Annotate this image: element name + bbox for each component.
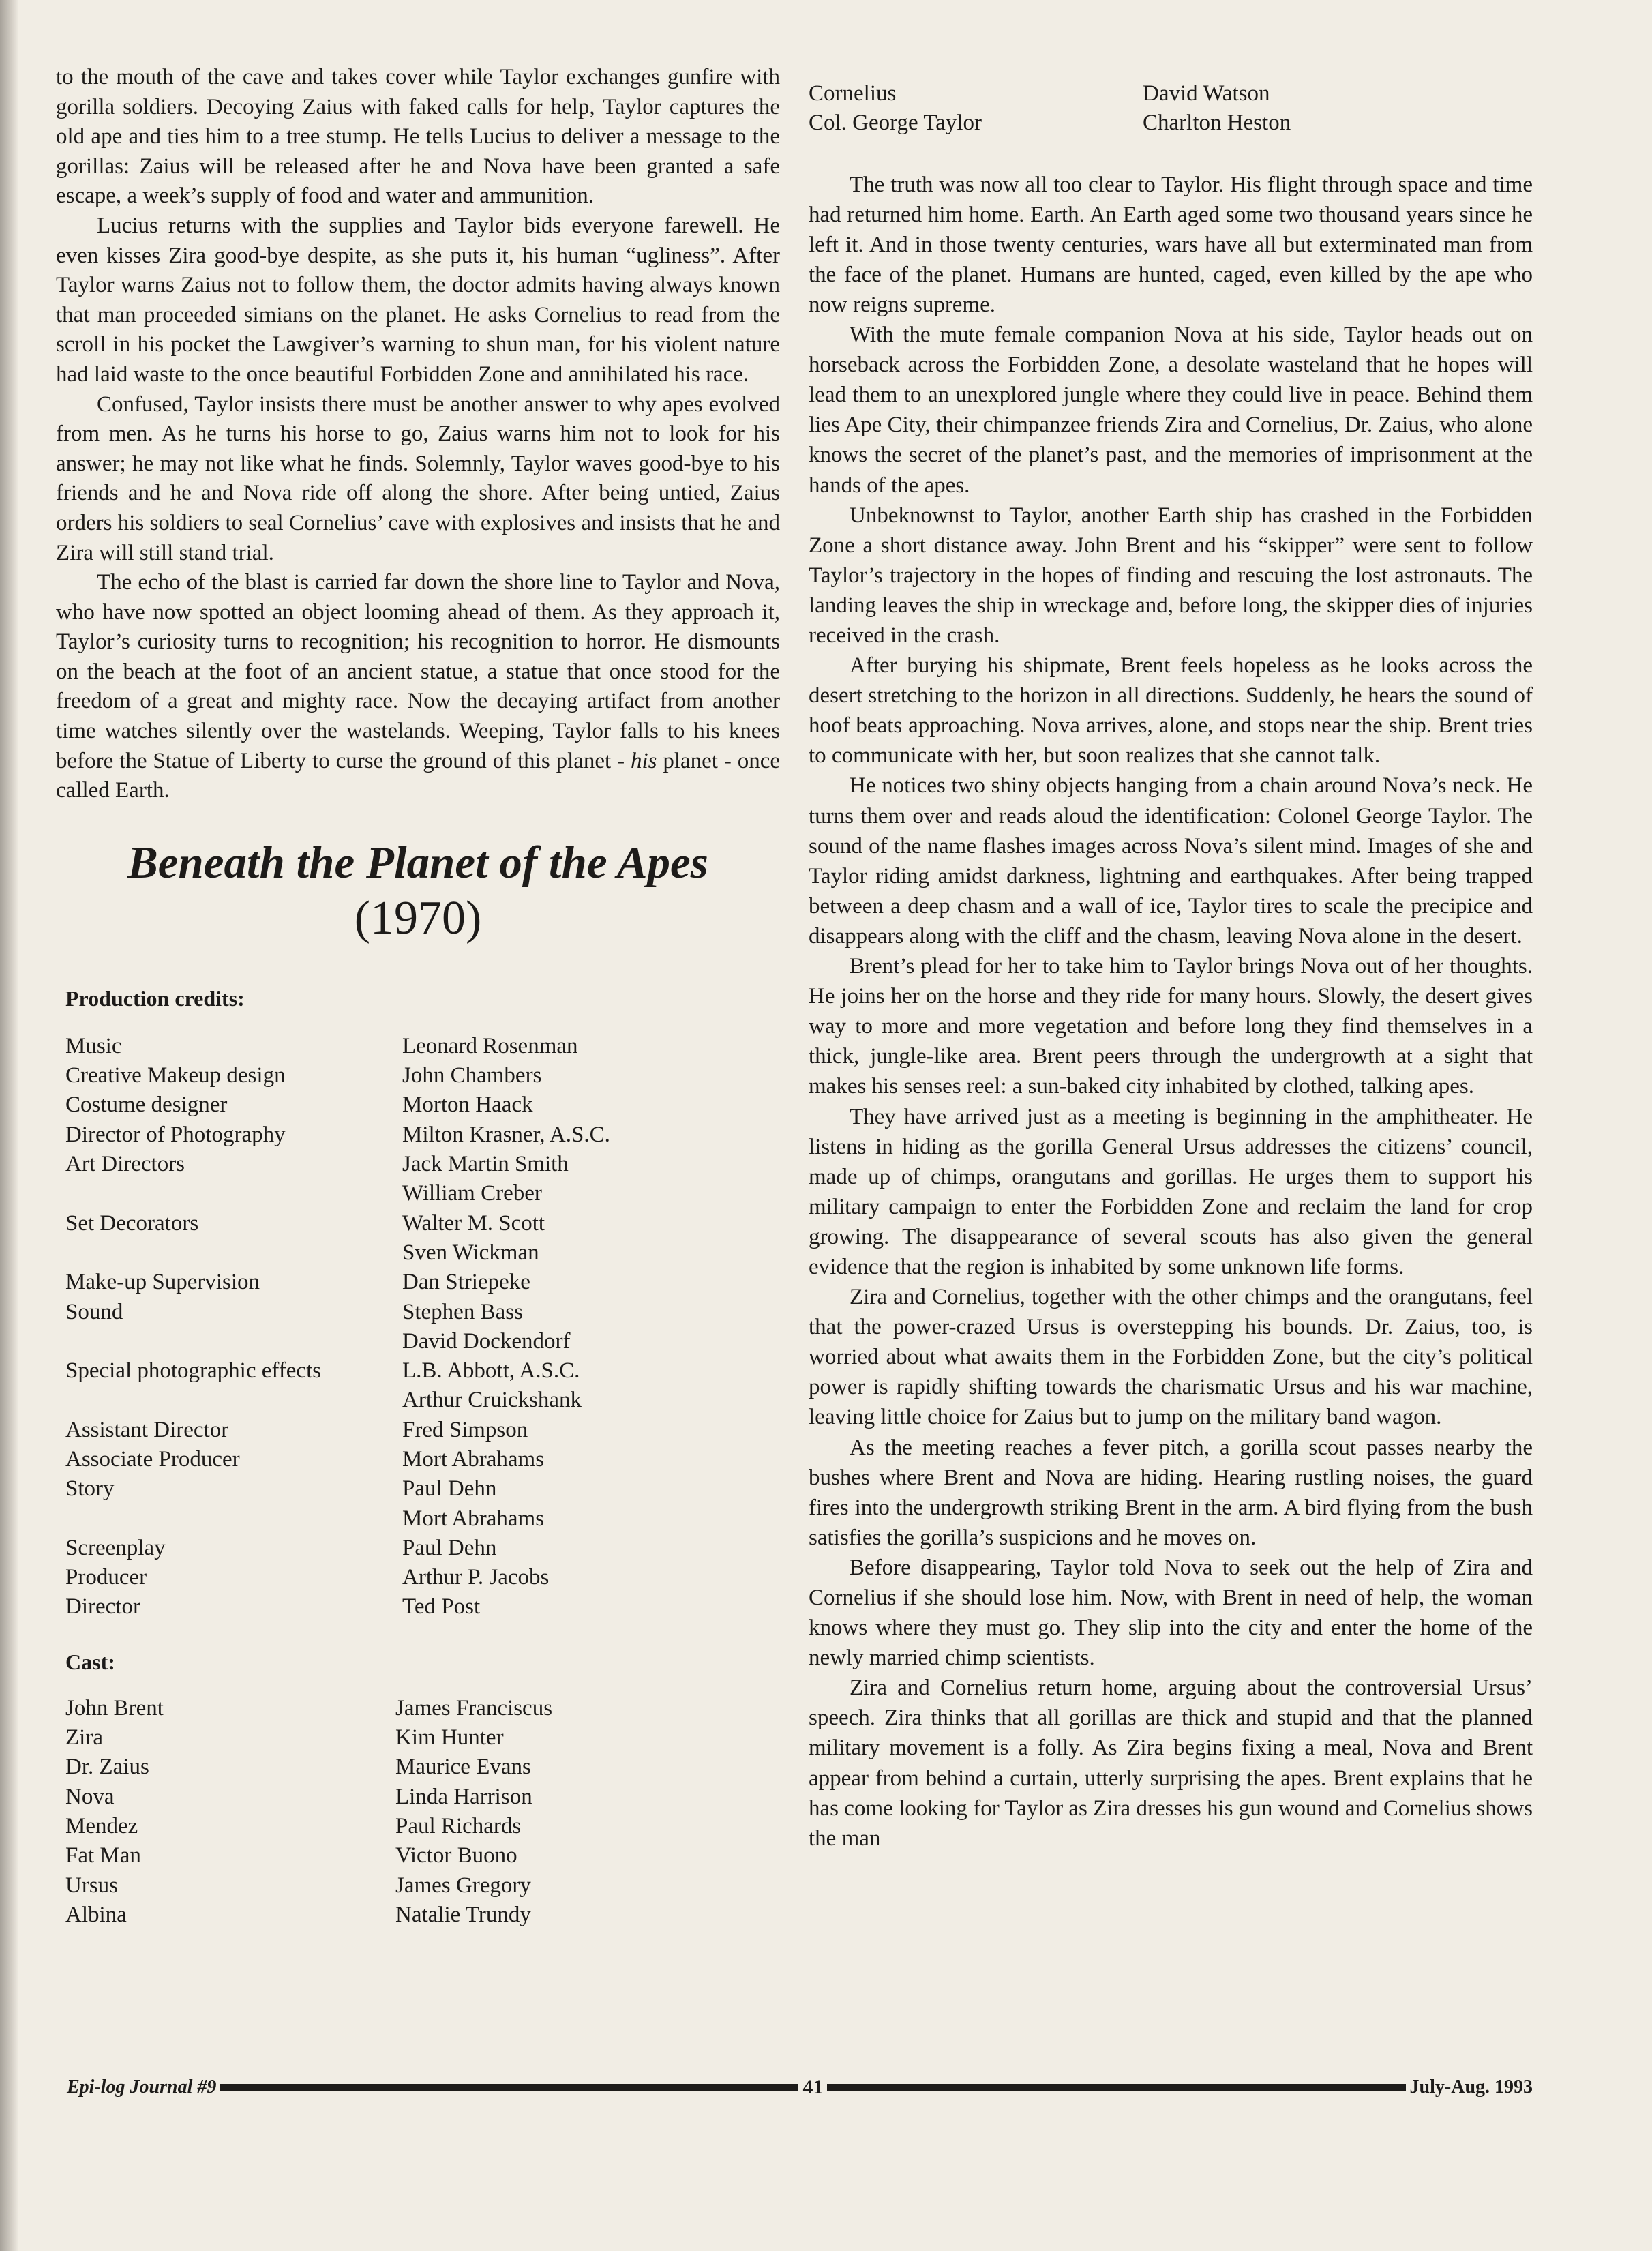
cast-role: John Brent	[65, 1695, 164, 1720]
page-number: 41	[802, 2076, 824, 2098]
credit-role: Special photographic effects	[65, 1358, 322, 1384]
cast-actor: Maurice Evans	[395, 1755, 531, 1780]
cast-list-continued	[809, 79, 1533, 138]
credit-role	[65, 1179, 402, 1208]
cast-heading: Cast:	[65, 1649, 115, 1674]
article-paragraph: They have arrived just as a meeting is beginning in the amphitheater. He listens in hiding as the gorilla General Ursus addresses the citizens’ council, made up of chimps, orangutans and gorillas. He urges them to support his military campaign to enter the Forbidden Zone and reclaim the land for crop growing. The disappearance of several scouts has also given the general evidence that the region is inhabited by some unknown life forms.	[809, 1104, 1533, 1279]
cast-role: Fat Man	[65, 1843, 141, 1868]
article-paragraph: He notices two shiny objects hanging from a chain around Nova’s neck. He turns them over and reads aloud the identification: Colonel George Taylor. The sound of the name flashes images across Nova’s silent mind. Images of she and Taylor riding amidst darkness, lightning and earthquakes. After being trapped between a deep chasm and a wall of ice, Taylor tires to scale the precipice and disappears along with the cliff and the chasm, leaving Nova alone in the desert.	[809, 773, 1533, 949]
text-run: The echo of the blast is carried far down the shore line to Taylor and Nova, who have now spotted an object looming ahead of them. As they approach it, Taylor’s curiosity turns to recognition; his recognition to horror. He dismounts on the beach at the foot of an ancient statue, a statue that once stood for the freedom of a great and mighty race. Now the decaying artifact from another time watches silently over the wastelands. Weeping, Taylor falls to his knees before the Statue of Liberty to curse the ground of this planet -	[56, 570, 780, 773]
cast-list	[65, 1694, 780, 1930]
credit-name: Mort Abrahams	[402, 1447, 545, 1472]
credit-row	[65, 1268, 780, 1297]
cast-role: Nova	[65, 1784, 115, 1809]
journal-name: Epi-log Journal #9	[67, 2076, 217, 2098]
credit-name: Dan Striepeke	[402, 1270, 530, 1295]
cast-row	[809, 79, 1533, 108]
credit-role	[65, 1327, 402, 1356]
article-paragraph: Lucius returns with the supplies and Taylor bids everyone farewell. He even kisses Zira good-bye despite, as she puts it, his human “ugliness”. After Taylor warns Zaius not to follow them, the doctor admits having always known that man proceeded simians on the planet. He asks Cornelius to read from the scroll in his pocket the Lawgiver’s warning to shun man, for his violent nature had laid waste to the once beautiful Forbidden Zone and annihilated his race.	[56, 213, 780, 387]
article-paragraph: Confused, Taylor insists there must be another answer to why apes evolved from men. As he turns his horse to go, Zaius warns him not to look for his answer; he may not like what he finds. Solemnly, Taylor waves good-bye to his friends and he and Nova ride off along the shore. After being untied, Zaius orders his soldiers to seal Cornelius’ cave with explosives and insists that he and Zira will still stand trial.	[56, 391, 780, 565]
cast-row	[65, 1871, 780, 1900]
film-title: Beneath the Planet of the Apes	[127, 837, 708, 888]
credit-name: William Creber	[402, 1181, 542, 1206]
credit-row	[65, 1238, 780, 1268]
cast-row	[65, 1812, 780, 1841]
credit-role: Associate Producer	[65, 1447, 240, 1472]
credit-row	[65, 1386, 780, 1415]
credit-name: Ted Post	[402, 1594, 481, 1620]
credit-name: Milton Krasner, A.S.C.	[402, 1122, 610, 1147]
text-run: planet - once called Earth.	[56, 748, 780, 803]
credit-name: Walter M. Scott	[402, 1210, 545, 1236]
right-column	[809, 71, 1533, 1853]
credit-row	[65, 1534, 780, 1563]
credit-row	[65, 1179, 780, 1208]
credit-name: Leonard Rosenman	[402, 1033, 578, 1058]
cast-role: Mendez	[65, 1813, 138, 1838]
credit-role: Story	[65, 1476, 115, 1502]
credit-name: Arthur P. Jacobs	[402, 1565, 550, 1590]
cast-row	[65, 1723, 780, 1753]
article-paragraph: As the meeting reaches a fever pitch, a gorilla scout passes nearby the bushes where Brent and Nova are hiding. Hearing rustling noises, the guard fires into the undergrowth striking Brent in the arm. A bird flying from the bush satisfies the gorilla’s suspicions and he moves on.	[809, 1435, 1533, 1550]
article-paragraph: Unbeknownst to Taylor, another Earth ship has crashed in the Forbidden Zone a short distance away. John Brent and his “skipper” were sent to follow Taylor’s trajectory in the hopes of finding and rescuing the lost astronauts. The landing leaves the ship in wreckage and, before long, the skipper dies of injuries received in the crash.	[809, 503, 1533, 648]
credit-role	[65, 1238, 402, 1268]
page-binding-shadow	[0, 0, 18, 2251]
credit-role: Art Directors	[65, 1152, 185, 1177]
cast-actor: Natalie Trundy	[395, 1902, 531, 1927]
cast-actor: Paul Richards	[395, 1813, 522, 1838]
credit-role: Sound	[65, 1299, 123, 1324]
credit-row	[65, 1150, 780, 1179]
credit-name: Morton Haack	[402, 1092, 533, 1118]
article-paragraph	[56, 568, 780, 806]
credit-name: L.B. Abbott, A.S.C.	[402, 1358, 580, 1384]
article-paragraph: With the mute female companion Nova at his side, Taylor heads out on horseback across the Forbidden Zone, a desolate wasteland that he hopes will lead them to an unexplored jungle where they could live in peace. Behind them lies Ape City, their chimpanzee friends Zira and Cornelius, Dr. Zaius, who alone knows the secret of the planet’s past, and the memories of imprisonment at the hands of the apes.	[809, 323, 1533, 498]
footer-rule-right	[827, 2084, 1405, 2091]
production-credits-heading: Production credits:	[65, 985, 245, 1011]
issue-date: July-Aug. 1993	[1409, 2076, 1533, 2098]
credit-role	[65, 1386, 402, 1415]
credit-name: Paul Dehn	[402, 1476, 497, 1502]
credit-row	[65, 1327, 780, 1356]
cast-role: Dr. Zaius	[65, 1755, 149, 1780]
article-paragraph: After burying his shipmate, Brent feels hopeless as he looks across the desert stretching to the horizon in all directions. Suddenly, he hears the sound of hoof beats approaching. Nova arrives, alone, and stops near the ship. Brent tries to communicate with her, but soon realizes that she cannot talk.	[809, 653, 1533, 769]
page-footer	[67, 2070, 1533, 2104]
credit-row	[65, 1032, 780, 1061]
credit-row	[65, 1563, 780, 1592]
cast-actor: Victor Buono	[395, 1843, 517, 1868]
cast-role: Cornelius	[809, 81, 897, 106]
credit-row	[65, 1120, 780, 1150]
cast-role: Albina	[65, 1902, 127, 1927]
credit-name: Mort Abrahams	[402, 1506, 545, 1531]
credit-role: Producer	[65, 1565, 147, 1590]
credit-row	[65, 1445, 780, 1474]
credit-role: Creative Makeup design	[65, 1063, 286, 1088]
credit-role: Assistant Director	[65, 1417, 229, 1442]
credit-name: David Dockendorf	[402, 1328, 571, 1354]
credit-row	[65, 1061, 780, 1090]
credit-name: Jack Martin Smith	[402, 1152, 569, 1177]
credit-row	[65, 1474, 780, 1504]
credit-role: Director of Photography	[65, 1122, 286, 1147]
credit-name: Arthur Cruickshank	[402, 1388, 582, 1413]
credit-role: Make-up Supervision	[65, 1270, 260, 1295]
article-paragraph: to the mouth of the cave and takes cover while Taylor exchanges gunfire with gorilla soldiers. Decoying Zaius with faked calls for help, Taylor captures the old ape and ties him to a tree stump. He tells Lucius to deliver a message to the gorillas: Zaius will be released after he and Nova have been granted a safe escape, a week’s supply of food and water and ammunition.	[56, 65, 780, 209]
credit-row	[65, 1416, 780, 1445]
cast-actor: James Franciscus	[395, 1695, 553, 1720]
credit-row	[65, 1298, 780, 1327]
cast-role: Ursus	[65, 1873, 119, 1898]
cast-row	[65, 1753, 780, 1782]
cast-actor: Charlton Heston	[1143, 110, 1291, 136]
cast-row	[65, 1694, 780, 1723]
credit-role: Costume designer	[65, 1092, 228, 1118]
credit-row	[65, 1090, 780, 1120]
cast-role: Zira	[65, 1725, 103, 1750]
cast-actor: James Gregory	[395, 1873, 531, 1898]
film-year: (1970)	[354, 891, 482, 944]
credit-name: Paul Dehn	[402, 1535, 497, 1560]
cast-row	[65, 1841, 780, 1870]
credit-role	[65, 1504, 402, 1534]
credit-role: Screenplay	[65, 1535, 166, 1560]
credit-name: John Chambers	[402, 1063, 542, 1088]
credit-row	[65, 1504, 780, 1534]
credit-role: Music	[65, 1033, 122, 1058]
credit-role: Director	[65, 1594, 140, 1620]
credit-name: Stephen Bass	[402, 1299, 523, 1324]
credit-row	[65, 1592, 780, 1622]
article-paragraph: Before disappearing, Taylor told Nova to seek out the help of Zira and Cornelius if she should lose him. Now, with Brent in need of help, the woman knows where they must go. They slip into the city and enter the home of the newly married chimp scientists.	[809, 1555, 1533, 1671]
cast-row	[65, 1900, 780, 1930]
credit-name: Fred Simpson	[402, 1417, 528, 1442]
credit-row	[65, 1209, 780, 1238]
credit-row	[65, 1356, 780, 1386]
emphasis-text: his	[630, 748, 657, 773]
cast-actor: David Watson	[1143, 81, 1270, 106]
article-paragraph: The truth was now all too clear to Taylor. His flight through space and time had returned him home. Earth. An Earth aged some two thousand years since he left it. And in those twenty centuries, wars have all but exterminated man from the face of the planet. Humans are hunted, caged, even killed by the ape who now reigns supreme.	[809, 172, 1533, 317]
credit-role: Set Decorators	[65, 1210, 199, 1236]
cast-actor: Kim Hunter	[395, 1725, 504, 1750]
production-credits-list	[65, 1032, 780, 1622]
article-paragraph: Brent’s plead for her to take him to Taylor brings Nova out of her thoughts. He joins her on the horse and they ride for many hours. Slowly, the desert gives way to more and more vegetation and before long they find themselves in a thick, jungle-like area. Brent peers through the undergrowth at a sight that makes his senses reel: a sun-baked city inhabited by clothed, talking apes.	[809, 954, 1533, 1099]
article-paragraph: Zira and Cornelius return home, arguing about the controversial Ursus’ speech. Zira thinks that all gorillas are thick and stupid and that the planned military movement is a folly. As Zira begins fixing a meal, Nova and Brent appear from behind a curtain, utterly surprising the apes. Brent explains that he has come looking for Taylor as Zira dresses his gun wound and Cornelius shows the man	[809, 1675, 1533, 1851]
left-column	[56, 63, 780, 1930]
cast-row	[809, 108, 1533, 138]
cast-row	[65, 1783, 780, 1812]
credit-name: Sven Wickman	[402, 1240, 539, 1265]
article-paragraph: Zira and Cornelius, together with the other chimps and the orangutans, feel that the power-crazed Ursus is overstepping his bounds. Dr. Zaius, too, is worried about what awaits them in the Forbidden Zone, but the city’s political power is rapidly shifting towards the charismatic Ursus and his war machine, leaving little choice for Zaius but to jump on the military band wagon.	[809, 1285, 1533, 1430]
footer-rule-left	[220, 2084, 798, 2091]
cast-actor: Linda Harrison	[395, 1784, 532, 1809]
cast-role: Col. George Taylor	[809, 110, 982, 136]
